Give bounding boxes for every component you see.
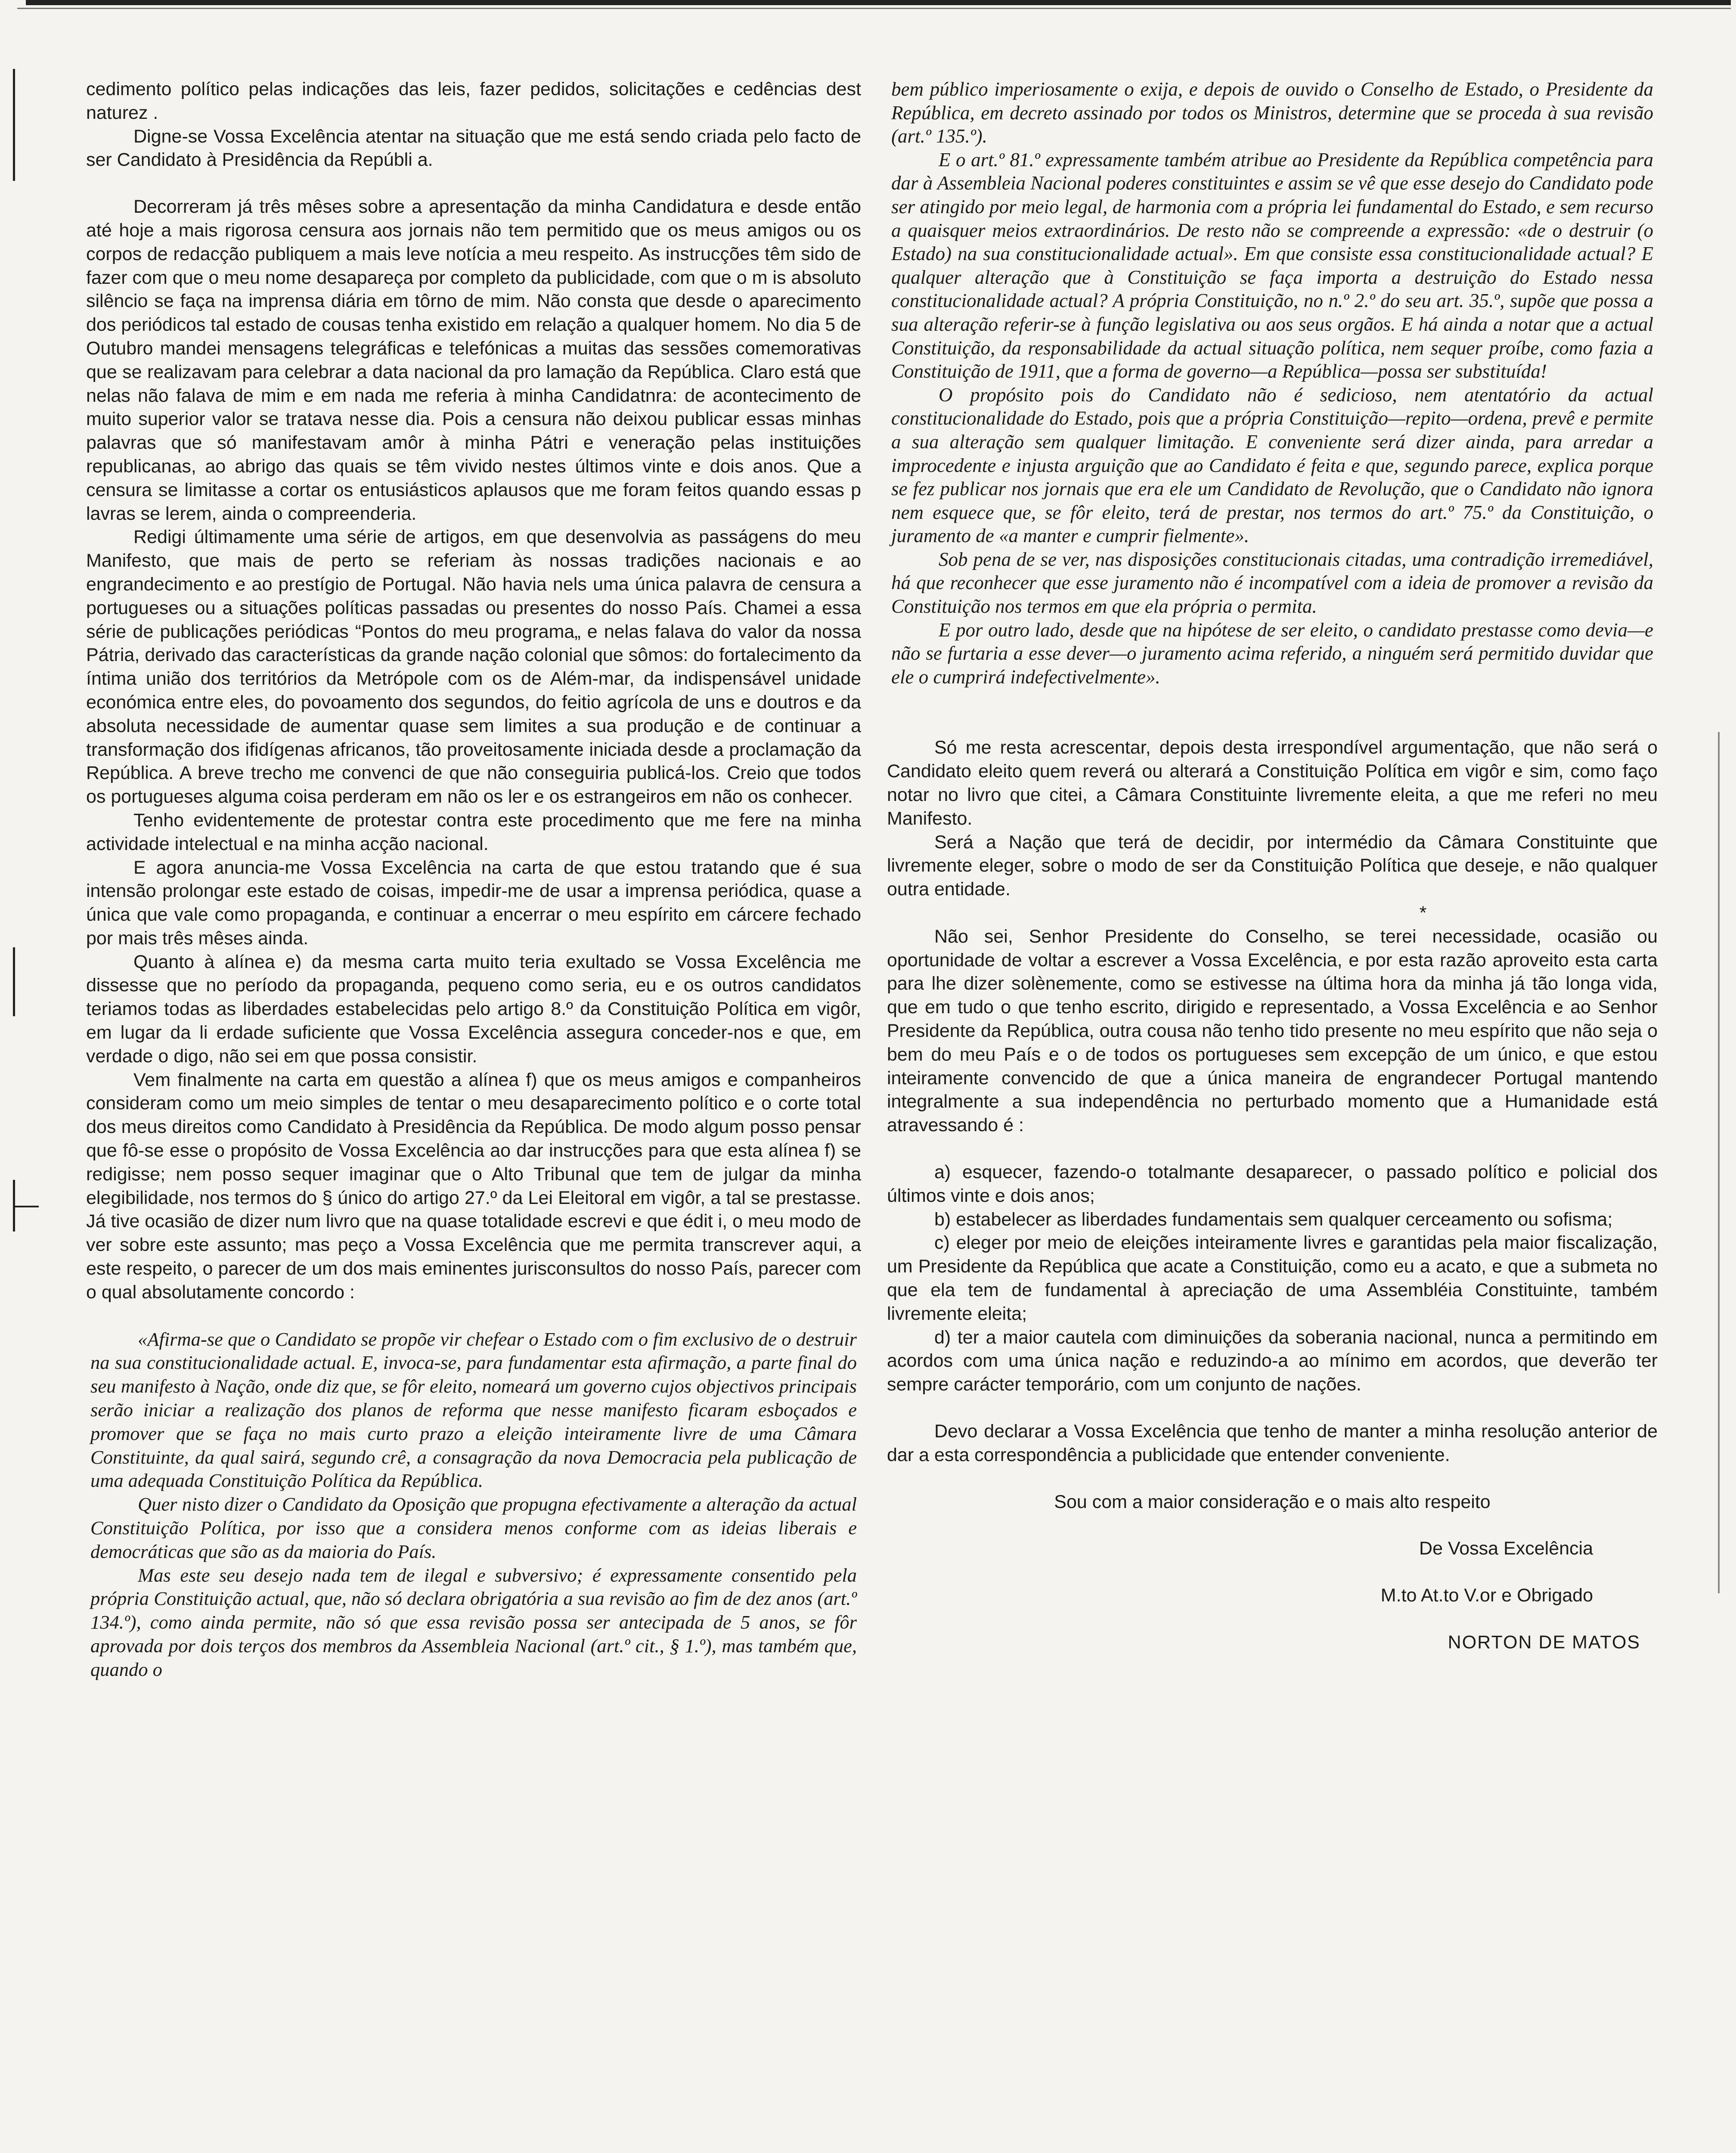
quoted-paragraph: O propósito pois do Candidato não é sedicioso, nem atentatório da actual constitucionalidade do Estado, pois que a própria Constituição—repito—ordena, prevê e permite a sua alteração sem qualquer limitação. E conveniente será dizer ainda, para arredar a improcedente e injusta arguição que ao Candidato é feita e que, segundo parece, explica porque se fez publicar nos jornais que era ele um Candidato de Revolução, que o Candidato não ignora nem esquece que, se fôr eleito, terá de prestar, nos termos do art.º 75.º da Constituição, o juramento de «a manter e cumprir fielmente». xyxy=(891,384,1653,547)
top-rule-thin xyxy=(17,8,1731,9)
closing-formula: Sou com a maior consideração e o mais alto respeito xyxy=(1054,1491,1491,1512)
letter-paragraph: Só me resta acrescentar, depois desta irrespondível argumentação, que não será o Candidato eleito quem reverá ou alterará a Constituição Política em vigôr e sim, como faço notar no livro que citei, a Câmara Constituinte livremente eleita, a que me referi no meu Manifesto. xyxy=(887,737,1658,829)
quoted-paragraph: Mas este seu desejo nada tem de ilegal e subversivo; é expressamente consentido pela própria Constituição actual, que, não só declara obrigatória a sua revisão ao fim de dez anos (art.º 134.º), como ainda permite, não só que essa revisão possa ser antecipada de 5 anos, se fôr aprovada por dois terços dos membros da Assembleia Nacional (art.º cit., § 1.º), mas também que, quando o xyxy=(90,1564,857,1680)
list-item: d) ter a maior cautela com diminuições da soberania nacional, nunca a permitindo em acordos com uma única nação e reduzindo-a ao mínimo em acordos, que deverão ter sempre carácter temporário, com um conjunto de nações. xyxy=(887,1327,1658,1395)
letter-paragraph: Redigi últimamente uma série de artigos, em que desenvolvia as passágens do meu Manifesto, que mais de perto se referiam às nossas tradições nacionais e ao engrandecimento e ao prestígio de Portugal. Não havia nels uma única palavra de censura a portugueses ou a situações políticas passadas ou presentes do nosso País. Chamei a essa série de publicações periódicas “Pontos do meu programa„ e nelas falava do valor da nossa Pátria, derivado das características da grande nação colonial que sômos: do fortalecimento da íntima união dos territórios da Metrópole com os de Além-mar, da indispensável unidade económica entre eles, do povoamento dos segundos, do feitio agrícola de uns e doutros e da absoluta necessidade de aumentar quase sem limites a sua produção e de continuar a transformação dos ifidígenas africanos, tão proveitosamente iniciada desde a proclamação da República. A breve trecho me convenci de que não conseguiria publicá-los. Creio que todos os portugueses alguma coisa perderam em não os ler e os estrangeiros em não os conhecer. xyxy=(86,527,861,807)
right-edge-mark xyxy=(1718,732,1720,1593)
closing-line: De Vossa Excelência xyxy=(1419,1538,1593,1559)
list-item: b) estabelecer as liberdades fundamentais sem qualquer cerceamento ou sofisma; xyxy=(934,1209,1613,1230)
top-rule xyxy=(26,0,1731,5)
letter-paragraph: Devo declarar a Vossa Excelência que tenho de manter a minha resolução anterior de dar a esta correspondência a publicidade que entender conveniente. xyxy=(887,1421,1658,1465)
right-column xyxy=(887,78,1658,1654)
list-item: c) eleger por meio de eleições inteiramente livres e garantidas pela maior fiscalização, um Presidente da República que acate a Constituição, como eu a acato, e que a submeta no que ela tem de fundamental à apreciação de uma Assembléia Constituinte, também livremente eleita; xyxy=(887,1232,1658,1324)
quoted-paragraph: Sob pena de se ver, nas disposições constitucionais citadas, uma contradição irremediável, há que reconhecer que esse juramento não é incompatível com a ideia de promover a revisão da Constituição nos termos em que ela própria o permita. xyxy=(891,548,1653,617)
quoted-paragraph: «Afirma-se que o Candidato se propõe vir chefear o Estado com o fim exclusivo de o destruir na sua constitucionalidade actual. E, invoca-se, para fundamentar esta afirmação, a parte final do seu manifesto à Nação, onde diz que, se fôr eleito, nomeará um governo cujos objectivos principais serão iniciar a realização dos planos de reforma que nesse manifesto ficaram esboçados e promover que se faça no mais curto prazo a eleição inteiramente livre de uma Câmara Constituinte, da qual sairá, segundo crê, a consagração da nova Democracia pela publicação de uma adequada Constituição Política da República. xyxy=(90,1328,857,1492)
letter-paragraph: Não sei, Senhor Presidente do Conselho, se terei necessidade, ocasião ou oportunidade de voltar a escrever a Vossa Excelência, e por esta razão aproveito esta carta para lhe dizer solènemente, como se estivesse na última hora da minha já tão longa vida, que em tudo o que tenho escrito, dirigido e representado, a Vossa Excelência e ao Senhor Presidente da República, outra cousa não tenho tido presente no meu espírito que não seja o bem do meu País e o de todos os portugueses sem excepção de um único, e que estou inteiramente convencido de que a única maneira de engrandecer Portugal mantendo integralmente a sua independência no perturbado momento que a Humanidade está atravessando é : xyxy=(887,926,1658,1136)
letter-paragraph: Tenho evidentemente de protestar contra este procedimento que me fere na minha actividade intelectual e na minha acção nacional. xyxy=(86,810,861,854)
section-separator: * xyxy=(1419,903,1427,924)
left-column xyxy=(86,78,861,1681)
left-edge-tick xyxy=(13,1206,39,1207)
quoted-paragraph: E por outro lado, desde que na hipótese de ser eleito, o candidato prestasse como devia—e não se furtaria a esse dever—o juramento acima referido, a ninguém será permitido duvidar que ele o cumprirá indefectivelmente». xyxy=(891,619,1653,688)
letter-paragraph: Decorreram já três mêses sobre a apresentação da minha Candidatura e desde então até hoje a mais rigorosa censura aos jornais não tem permitido que os meus amigos ou os corpos de redacção publiquem a mais leve notícia a meu respeito. As instrucções têm sido de fazer com que o meu nome desapareça por completo da publicidade, com que o m is absoluto silêncio se faça na imprensa diária em tôrno de mim. Não consta que desde o aparecimento dos periódicos tal estado de cousas tenha existido em relação a qualquer homem. No dia 5 de Outubro mandei mensagens telegráficas e telefónicas a muitas das sessões comemorativas que se realizavam para celebrar a data nacional da pro lamação da República. Claro está que nelas não falava de mim e em nada me referia à minha Candidatnra: de acontecimento de muito superior valor se tratava nesse dia. Pois a censura não deixou publicar essas minhas palavras que só manifestavam amôr à minha Pátri e veneração pelas instituições republicanas, ao abrigo das quais se têm vivido nestes últimos vinte e dois anos. Que a censura se limitasse a cortar os entusiásticos aplausos que me foram feitos quando essas p lavras se lerem, ainda o compreenderia. xyxy=(86,196,861,524)
closing-line: M.to At.to V.or e Obrigado xyxy=(1380,1585,1593,1606)
letter-paragraph: Quanto à alínea e) da mesma carta muito teria exultado se Vossa Excelência me dissesse que no período da propaganda, pequeno como seria, eu e os outros candidatos teriamos todas as liberdades estabelecidas pelo artigo 8.º da Constituição Política em vigôr, em lugar da li erdade suficiente que Vossa Excelência assegura conceder-nos e que, em verdade o digo, não sei em que possa consistir. xyxy=(86,951,861,1067)
letter-paragraph: Vem finalmente na carta em questão a alínea f) que os meus amigos e companheiros consideram como um meio simples de tentar o meu desaparecimento político e o corte total dos meus direitos como Candidato à Presidência da República. De modo algum posso pensar que fô-se esse o propósito de Vossa Excelência ao dar instrucções para que esta alínea f) se redigisse; nem posso sequer imaginar que o Alto Tribunal que tem de julgar da minha elegibilidade, nos termos do § único do artigo 27.º da Lei Eleitoral em vigôr, a tal se prestasse. Já tive ocasião de dizer num livro que na quase totalidade escrevi e que édit i, o meu modo de ver sobre este assunto; mas peço a Vossa Excelência que me permita transcrever aqui, a este respeito, o parecer de um dos mais eminentes jurisconsultos do nosso País, parecer com o qual absolutamente concordo : xyxy=(86,1069,861,1303)
letter-paragraph: E agora anuncia-me Vossa Excelência na carta de que estou tratando que é sua intensão prolongar este estado de coisas, impedir-me de usar a imprensa periódica, quase a única que vale como propaganda, e continuar a encerrar o meu espírito em cárcere fechado por mais três mêses ainda. xyxy=(86,857,861,949)
letter-paragraph: cedimento político pelas indicações das leis, fazer pedidos, solicitações e cedências dest naturez . xyxy=(86,79,861,123)
quoted-paragraph: Quer nisto dizer o Candidato da Oposição que propugna efectivamente a alteração da actual Constituição Política, por isso que a considera menos conforme com as ideias liberais e democráticas que são as da maioria do País. xyxy=(90,1493,857,1562)
letter-paragraph: Será a Nação que terá de decidir, por intermédio da Câmara Constituinte que livremente eleger, sobre o modo de ser da Constituição Política que deseje, e não qualquer outra entidade. xyxy=(887,831,1658,900)
quoted-paragraph: E o art.º 81.º expressamente também atribue ao Presidente da República competência para dar à Assembleia Nacional poderes constituintes e assim se vê que esse desejo do Candidato pode ser atingido por meio legal, de harmonia com a própria lei fundamental do Estado, e sem recurso a quaisquer meios extraordinários. De resto não se compreende a expressão: «de o destruir (o Estado) na sua constitucionalidade actual». Em que consiste essa constitucionalidade actual? E qualquer alteração que à Constituição se faça importa a destruição do Estado nessa constitucionalidade actual? A própria Constituição, no n.º 2.º do seu art. 35.º, supõe que possa a sua alteração referir-se à função legislativa ou aos seus orgãos. E há ainda a notar que a actual Constituição, da responsabilidade da actual situação política, nem sequer proíbe, como fazia a Constituição de 1911, que a forma de governo—a República—possa ser substituída! xyxy=(891,149,1653,382)
quoted-paragraph: bem público imperiosamente o exija, e depois de ouvido o Conselho de Estado, o Presidente da República, em decreto assinado por todos os Ministros, determine que se proceda à sua revisão (art.º 135.º). xyxy=(891,78,1653,147)
letter-paragraph: Digne-se Vossa Excelência atentar na situação que me está sendo criada pelo facto de ser Candidato à Presidência da Repúbli a. xyxy=(86,126,861,171)
left-edge-mark-2 xyxy=(13,947,15,1016)
list-item: a) esquecer, fazendo-o totalmante desaparecer, o passado político e policial dos últimos vinte e dois anos; xyxy=(887,1161,1658,1206)
left-edge-mark xyxy=(13,69,15,181)
signature: NORTON DE MATOS xyxy=(1448,1632,1640,1653)
